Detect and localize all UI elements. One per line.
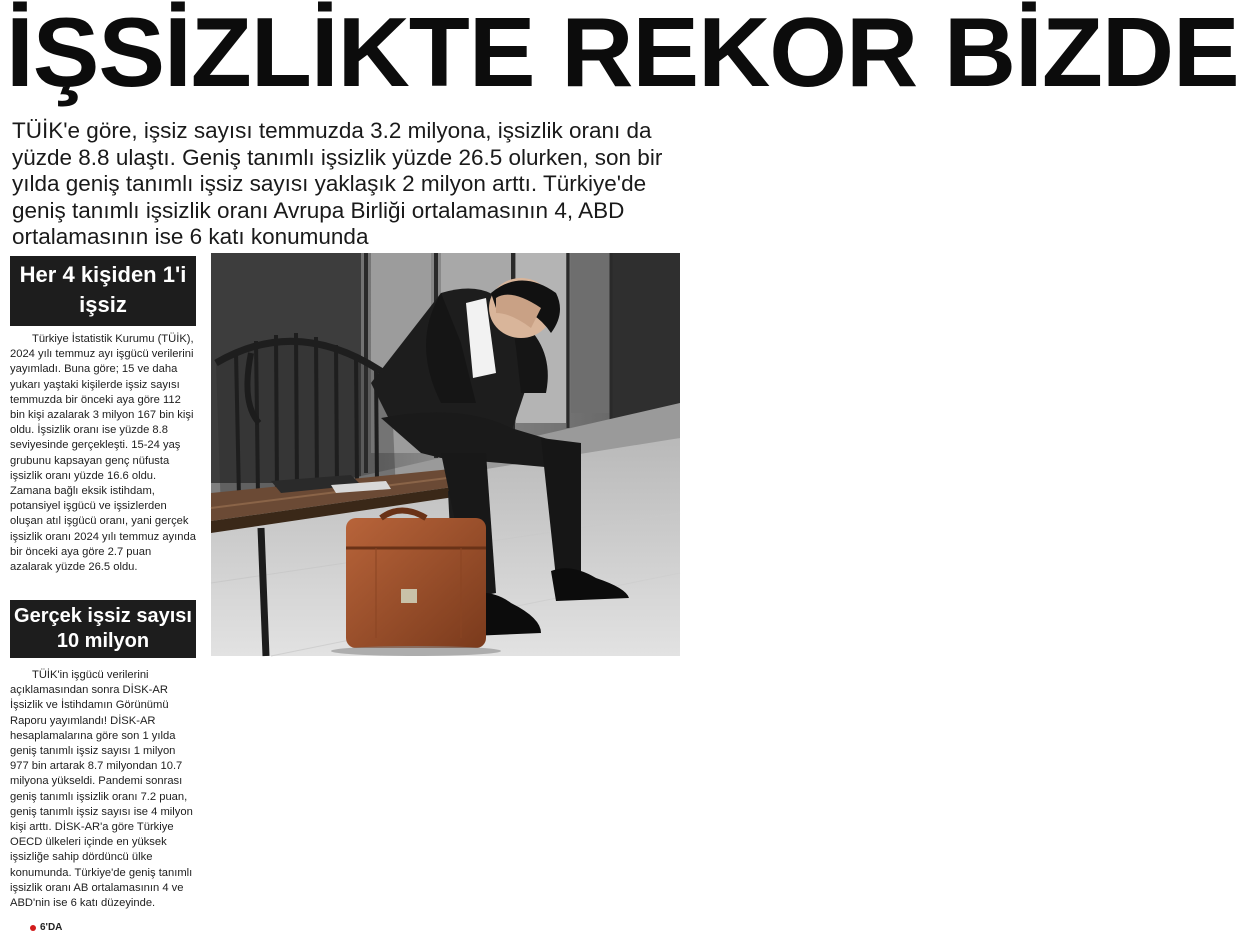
- page-reference-label: 6'DA: [40, 922, 63, 933]
- bullet-dot-icon: [30, 925, 36, 931]
- article-column-2: TÜİK'in işgücü verilerini açıklamasından sonra DİSK-AR İşsizlik ve İstihdamın Görünümü Raporu yayımlandı! DİSK-AR hesaplamalarına göre son 1 yılda geniş tanımlı işsiz sayısı 1 milyon 977 bin artarak 8.7 milyondan 10.7 milyona yükseldi. Pandemi sonrası geniş tanımlı işsizlik oranı 7.2 puan, geniş tanımlı işsiz sayısı ise 4 milyon kişi arttı. DİSK-AR'a göre Türkiye OECD ülkeleri içinde en yüksek işsizliğe sahip dördüncü ülke konumunda. Türkiye'de geniş tanımlı işsizlik oranı AB ortalamasının 4 ve ABD'nin ise 6 katı düzeyinde.: [10, 669, 193, 910]
- news-photo: [211, 253, 680, 656]
- photo-illustration: [211, 253, 680, 656]
- article-column-1: Türkiye İstatistik Kurumu (TÜİK), 2024 yılı temmuz ayı işgücü verilerini yayımladı. Buna göre; 15 ve daha yukarı yaştaki kişilerde işsiz sayısı temmuzda bir önceki aya göre 112 bin kişi azalarak 3 milyon 167 bin kişi oldu. İşsizlik oranı ise yüzde 8.8 seviyesinde gerçekleşti. 15-24 yaş grubunu kapsayan genç nüfusta işsizlik oranı yüzde 16.6 oldu. Zamana bağlı eksik istihdam, potansiyel işgücü ve işsizlerden oluşan atıl işgücü oranı, yani gerçek işsizlik oranı 2024 yılı temmuz ayında bir önceki aya göre 2.7 puan azalarak yüzde 26.5 oldu.: [10, 333, 196, 574]
- headline: İŞSİZLİKTE REKOR BİZDE: [6, 0, 1239, 107]
- deck-summary: TÜİK'e göre, işsiz sayısı temmuzda 3.2 milyona, işsizlik oranı da yüzde 8.8 ulaştı. Geniş tanımlı işsizlik yüzde 26.5 olurken, son bir yılda geniş tanımlı işsiz sayısı yaklaşık 2 milyon arttı. Türkiye'de geniş tanımlı işsizlik oranı Avrupa Birliği ortalamasının 4, ABD ortalamasının ise 6 katı konumunda: [12, 118, 663, 249]
- page-reference: [30, 922, 62, 933]
- subheading-box-1: Her 4 kişiden 1'i işsiz: [10, 256, 196, 326]
- subheading-box-2: Gerçek işsiz sayısı 10 milyon: [10, 600, 196, 658]
